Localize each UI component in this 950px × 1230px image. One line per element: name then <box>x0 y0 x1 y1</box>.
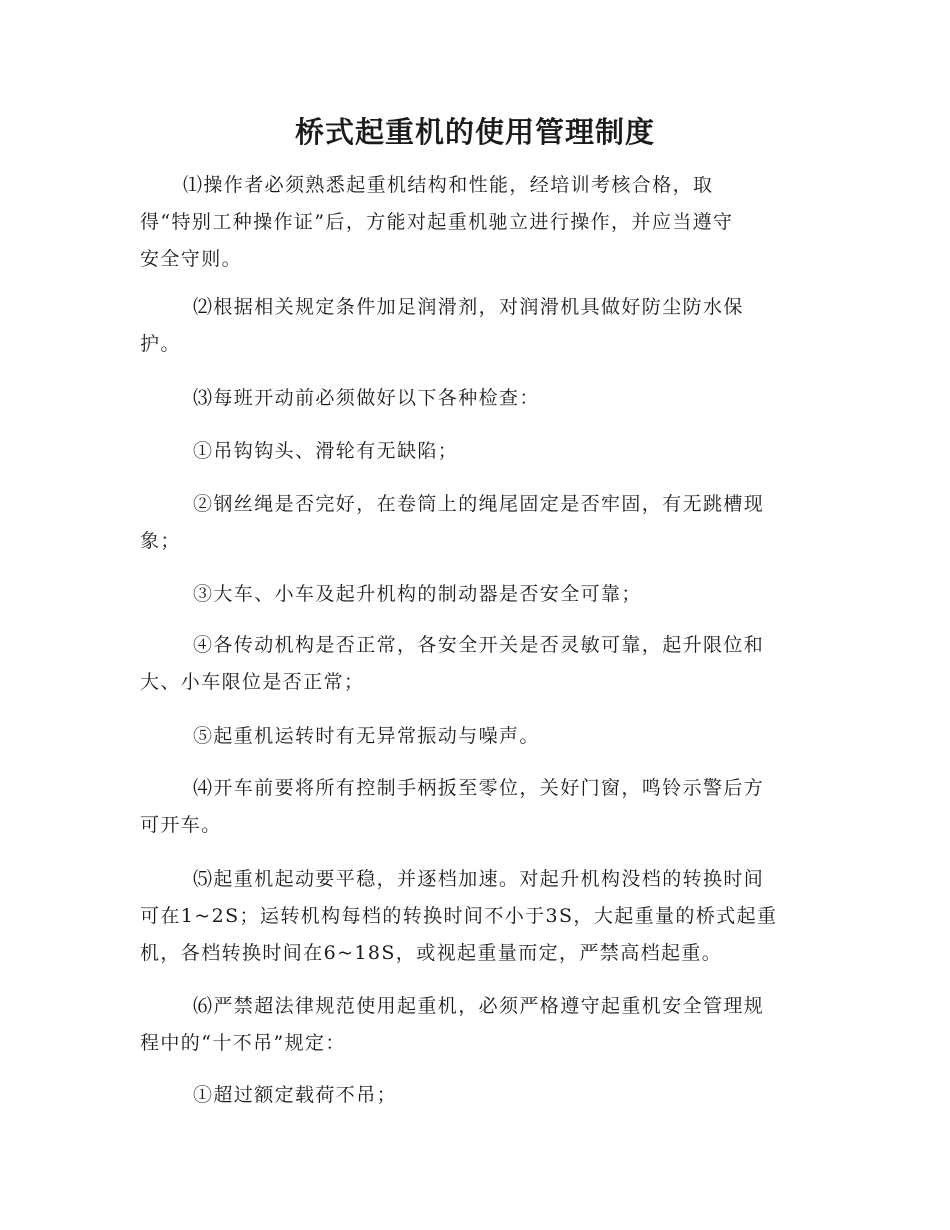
list-item-3 <box>140 576 812 613</box>
list-item-5 <box>140 718 812 755</box>
paragraph-1 <box>140 167 812 278</box>
list-item-6 <box>140 1077 812 1114</box>
paragraph-line: ③大车、小车及起升机构的制动器是否安全可靠； <box>193 583 642 605</box>
paragraph-line: ⑶每班开动前必须做好以下各种检查： <box>193 387 540 409</box>
paragraph-line: ⑸起重机起动要平稳，并逐档加速。对起升机构没档的转换时间 <box>193 868 765 890</box>
paragraph-line: ②钢丝绳是否完好，在卷筒上的绳尾固定是否牢固，有无跳槽现 <box>193 493 765 515</box>
page-title: 桥式起重机的使用管理制度 <box>294 115 655 149</box>
paragraph-6 <box>140 988 812 1062</box>
paragraph-line: ⑴操作者必须熟悉起重机结构和性能，经培训考核合格，取 <box>183 174 714 196</box>
paragraph-line: 可在1~2S；运转机构每档的转换时间不小于3S，大起重量的桥式起重 <box>140 905 778 927</box>
paragraph-line: 得“特别工种操作证”后，方能对起重机驰立进行操作，并应当遵守 <box>140 211 734 233</box>
list-item-2 <box>140 486 812 560</box>
paragraph-5 <box>140 861 812 972</box>
paragraph-2 <box>140 289 812 363</box>
paragraph-line: ④各传动机构是否正常，各安全开关是否灵敏可靠，起升限位和 <box>193 634 765 656</box>
paragraph-line: ⑷开车前要将所有控制手柄扳至零位，关好门窗，鸣铃示警后方 <box>193 777 765 799</box>
paragraph-line: 象； <box>140 530 181 552</box>
paragraph-3 <box>140 380 812 417</box>
paragraph-line: ⑵根据相关规定条件加足润滑剂，对润滑机具做好防尘防水保 <box>193 296 744 318</box>
paragraph-line: 可开车。 <box>140 814 222 836</box>
paragraph-line: 护。 <box>140 333 181 355</box>
paragraph-line: 程中的“十不吊”规定： <box>140 1032 346 1054</box>
list-item-1 <box>140 433 812 470</box>
paragraph-line: 安全守则。 <box>140 248 243 270</box>
paragraph-4 <box>140 770 812 844</box>
paragraph-line: 大、小车限位是否正常； <box>140 671 365 693</box>
paragraph-line: 机，各档转换时间在6~18S，或视起重量而定，严禁高档起重。 <box>140 942 723 964</box>
paragraph-line: ⑹严禁超法律规范使用起重机，必须严格遵守起重机安全管理规 <box>193 995 765 1017</box>
paragraph-line: ①吊钩钩头、滑轮有无缺陷； <box>193 440 459 462</box>
paragraph-line: ⑤起重机运转时有无异常振动与噪声。 <box>193 725 540 747</box>
paragraph-line: ①超过额定载荷不吊； <box>193 1084 398 1106</box>
list-item-4 <box>140 627 812 701</box>
